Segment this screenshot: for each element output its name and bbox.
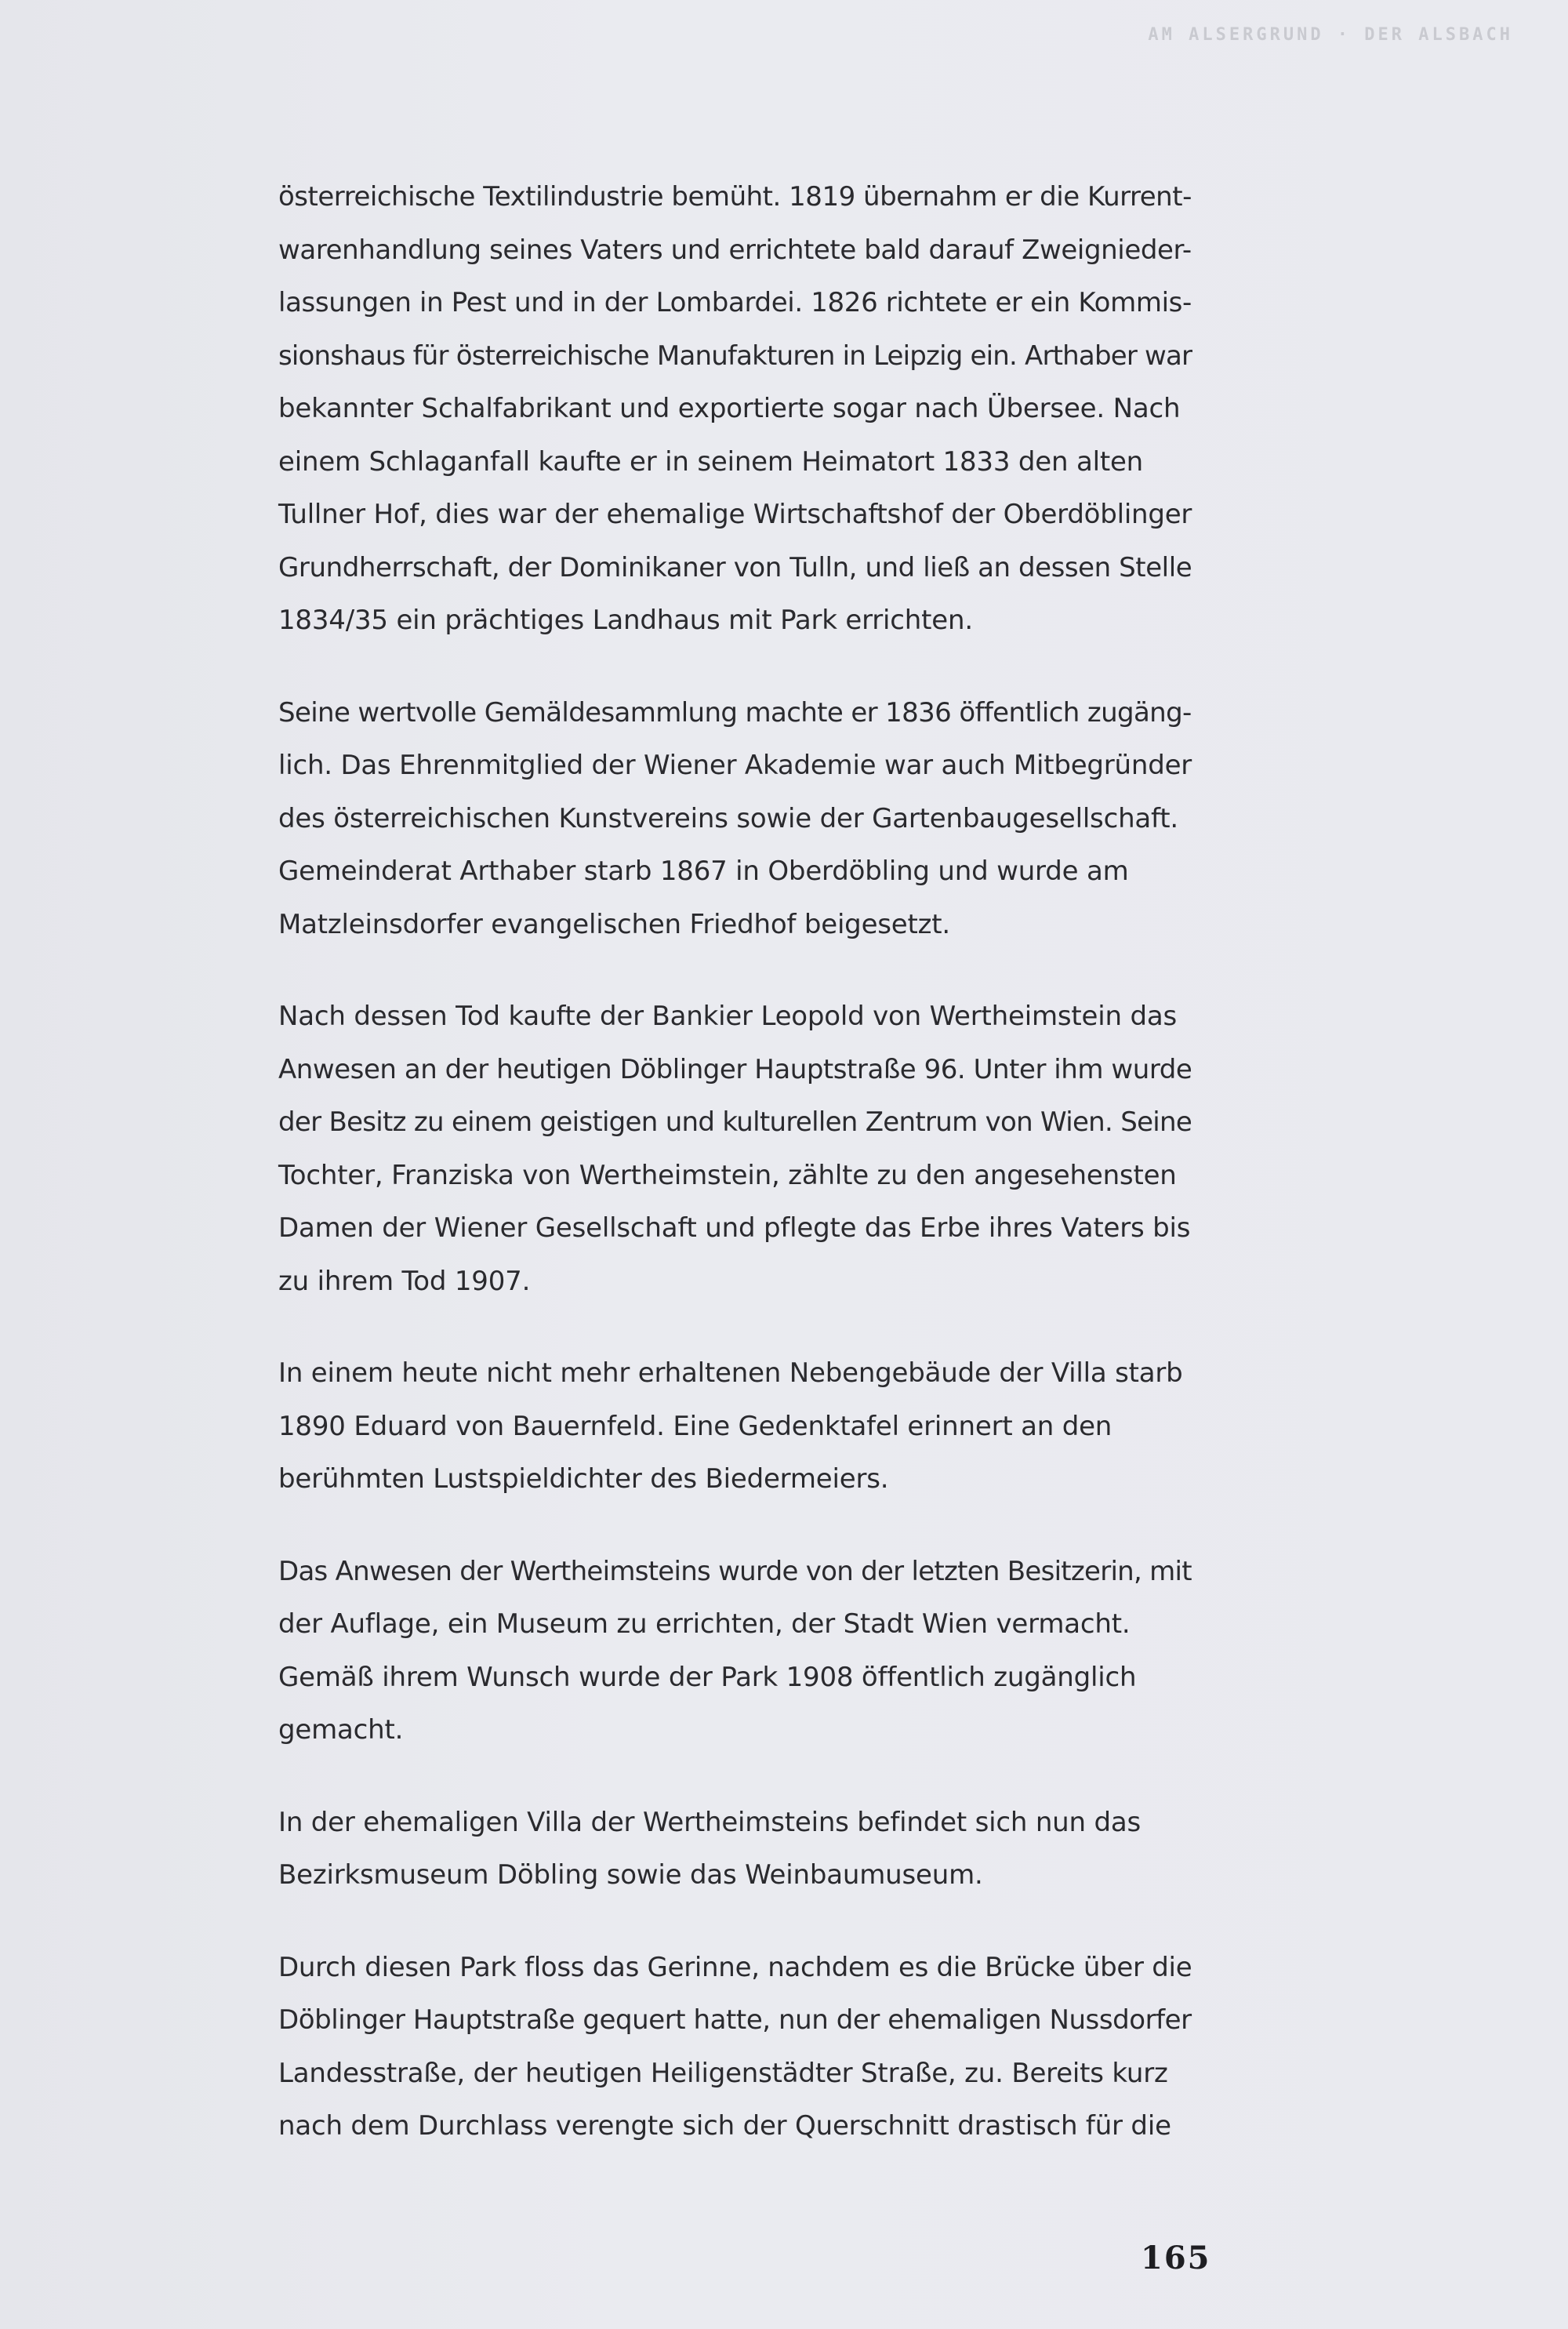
text-line: 1834/35 ein prächtiges Landhaus mit Park errichten.: [278, 605, 973, 636]
text-line: Tochter, Franziska von Wertheimstein, zählte zu den angesehensten: [278, 1159, 1177, 1191]
paragraph: [278, 1347, 1192, 1506]
page-number: 165: [1141, 2240, 1211, 2276]
text-line: Seine wertvolle Gemäldesammlung machte er 1836 öffentlich zugäng-: [278, 696, 1192, 728]
text-line: Landesstraße, der heutigen Heiligenstädter Straße, zu. Bereits kurz: [278, 2057, 1168, 2089]
paragraph: [278, 171, 1192, 648]
text-line: Döblinger Hauptstraße gequert hatte, nun der ehemaligen Nussdorfer: [278, 2004, 1192, 2036]
text-line: zu ihrem Tod 1907.: [278, 1265, 531, 1297]
text-line: Gemeinderat Arthaber starb 1867 in Oberdöbling und wurde am: [278, 856, 1129, 887]
paragraph: [278, 1942, 1192, 2153]
text-line: lassungen in Pest und in der Lombardei. 1826 richtete er ein Kommis-: [278, 287, 1192, 318]
text-line: lich. Das Ehrenmitglied der Wiener Akademie war auch Mitbegründer: [278, 750, 1192, 781]
text-line: des österreichischen Kunstvereins sowie der Gartenbaugesellschaft.: [278, 802, 1178, 834]
text-line: einem Schlaganfall kaufte er in seinem Heimatort 1833 den alten: [278, 445, 1144, 478]
text-line: Das Anwesen der Wertheimsteins wurde von der letzten Besitzerin, mit: [278, 1555, 1192, 1587]
text-line: bekannter Schalfabrikant und exportierte sogar nach Übersee. Nach: [278, 393, 1181, 424]
text-line: Damen der Wiener Gesellschaft und pflegte das Erbe ihres Vaters bis: [278, 1212, 1191, 1244]
text-line: warenhandlung seines Vaters und errichtete bald darauf Zweignieder-: [278, 234, 1192, 266]
text-line: Bezirksmuseum Döbling sowie das Weinbaumuseum.: [278, 1859, 983, 1891]
body-text: [278, 171, 1192, 2193]
text-line: österreichische Textilindustrie bemüht. 1819 übernahm er die Kurrent-: [278, 181, 1192, 213]
text-line: berühmten Lustspieldichter des Biedermeiers.: [278, 1463, 889, 1495]
text-line: Nach dessen Tod kaufte der Bankier Leopold von Wertheimstein das: [278, 1001, 1177, 1032]
text-line: In der ehemaligen Villa der Wertheimsteins befindet sich nun das: [278, 1806, 1142, 1838]
text-line: 1890 Eduard von Bauernfeld. Eine Gedenktafel erinnert an den: [278, 1410, 1112, 1442]
text-line: Durch diesen Park floss das Gerinne, nachdem es die Brücke über die: [278, 1951, 1192, 1983]
text-line: Tullner Hof, dies war der ehemalige Wirtschaftshof der Oberdöblinger: [278, 499, 1192, 530]
text-line: Grundherrschaft, der Dominikaner von Tulln, und ließ an dessen Stelle: [278, 551, 1192, 583]
paragraph: [278, 1546, 1192, 1757]
text-line: nach dem Durchlass verengte sich der Querschnitt drastisch für die: [278, 2110, 1171, 2142]
text-line: sionshaus für österreichische Manufakturen in Leipzig ein. Arthaber war: [278, 340, 1192, 372]
text-line: der Auflage, ein Museum zu errichten, der Stadt Wien vermacht.: [278, 1608, 1131, 1640]
text-line: Matzleinsdorfer evangelischen Friedhof beigesetzt.: [278, 908, 951, 940]
text-line: der Besitz zu einem geistigen und kulturellen Zentrum von Wien. Seine: [278, 1106, 1192, 1138]
text-line: In einem heute nicht mehr erhaltenen Nebengebäude der Villa starb: [278, 1357, 1183, 1389]
paragraph: [278, 1797, 1192, 1902]
text-line: Gemäß ihrem Wunsch wurde der Park 1908 öffentlich zugänglich: [278, 1661, 1137, 1693]
text-line: Anwesen an der heutigen Döblinger Hauptstraße 96. Unter ihm wurde: [278, 1053, 1192, 1085]
text-line: gemacht.: [278, 1714, 404, 1746]
paragraph: [278, 687, 1192, 952]
paragraph: [278, 990, 1192, 1308]
running-head: AM ALSERGRUND · DER ALSBACH: [1148, 25, 1513, 45]
